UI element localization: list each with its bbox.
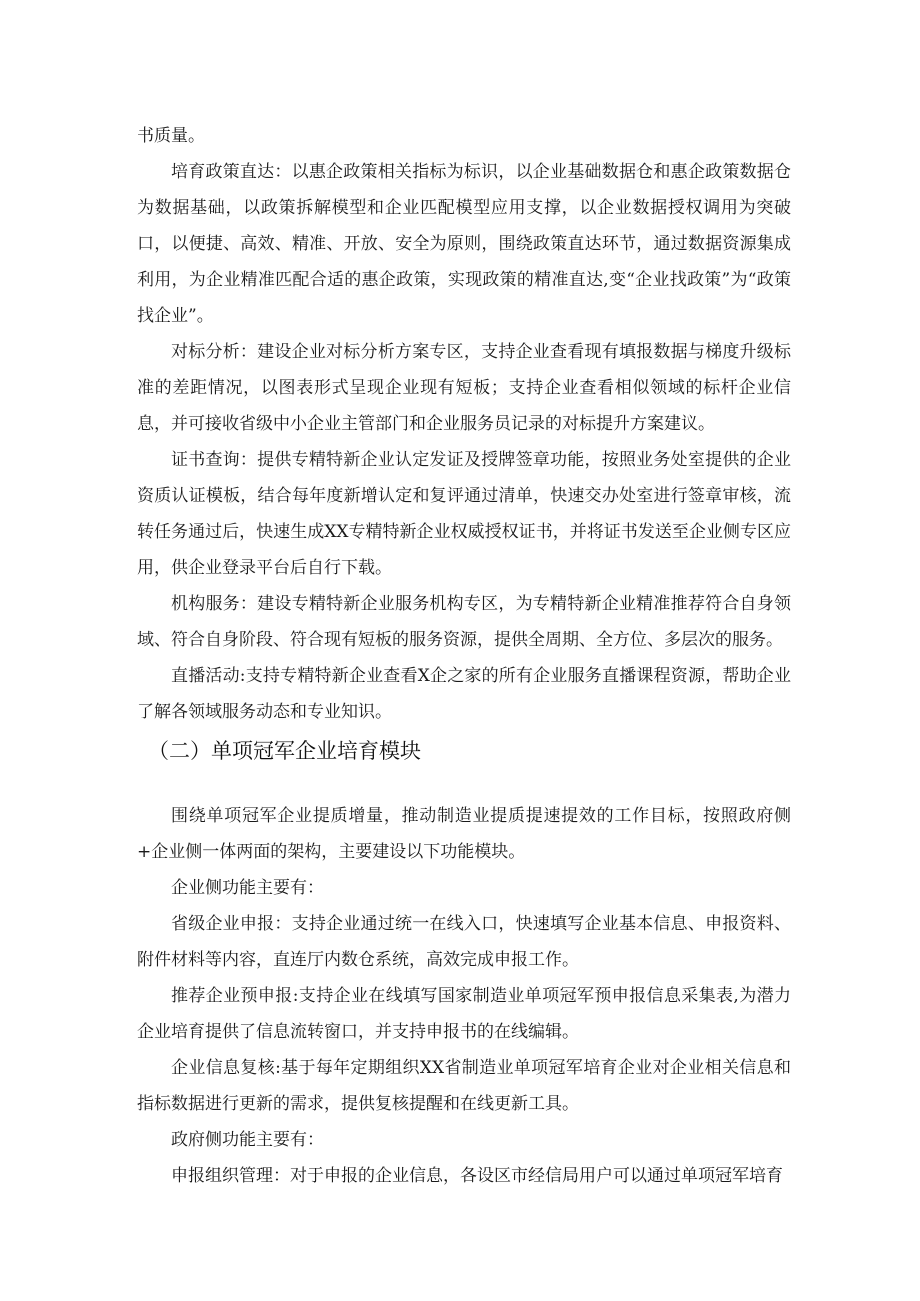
paragraph-pre-declaration: 推荐企业预申报:支持企业在线填写国家制造业单项冠军预申报信息采集表,为潜力企业培育提供了信息流转窗口，并支持申报书的在线编辑。 [137,986,791,1042]
paragraph-government-side-title: 政府侧功能主要有： [171,1130,324,1150]
paragraph-continuation: 书质量。 [137,126,205,146]
paragraph-provincial-declaration: 省级企业申报：支持企业通过统一在线入口，快速填写企业基本信息、申报资料、附件材料等内容，直连厅内数仓系统，高效完成申报工作。 [137,914,791,970]
paragraph-policy-direct: 培育政策直达：以惠企政策相关指标为标识，以企业基础数据仓和惠企政策数据仓为数据基础，以政策拆解模型和企业匹配模型应用支撑，以企业数据授权调用为突破口，以便捷、高效、精准、开放、安全为原则，围绕政策直达环节，通过数据资源集成利用，为企业精准匹配合适的惠企政策，实现政策的精准直达,变“企业找政策”为“政策找企业”。 [137,162,791,326]
paragraph-agency-service: 机构服务：建设专精特新企业服务机构专区，为专精特新企业精准推荐符合自身领域、符合自身阶段、符合现有短板的服务资源，提供全周期、全方位、多层次的服务。 [137,594,791,650]
paragraph-enterprise-side-title: 企业侧功能主要有： [171,878,324,898]
paragraph-champion-intro: 围绕单项冠军企业提质增量，推动制造业提质提速提效的工作目标，按照政府侧+企业侧一体两面的架构，主要建设以下功能模块。 [137,806,791,862]
section-heading: （二）单项冠军企业培育模块 [148,739,421,763]
paragraph-live-activity: 直播活动:支持专精特新企业查看X企之家的所有企业服务直播课程资源，帮助企业了解各领域服务动态和专业知识。 [137,666,791,722]
paragraph-benchmark-analysis: 对标分析：建设企业对标分析方案专区，支持企业查看现有填报数据与梯度升级标准的差距情况，以图表形式呈现企业现有短板；支持企业查看相似领域的标杆企业信息，并可接收省级中小企业主管部门和企业服务员记录的对标提升方案建议。 [137,342,791,434]
paragraph-declaration-management: 申报组织管理：对于申报的企业信息，各设区市经信局用户可以通过单项冠军培育 [171,1166,783,1186]
paragraph-certificate-query: 证书查询：提供专精特新企业认定发证及授牌签章功能，按照业务处室提供的企业资质认证模板，结合每年度新增认定和复评通过清单，快速交办处室进行签章审核，流转任务通过后，快速生成XX专精特新企业权威授权证书，并将证书发送至企业侧专区应用，供企业登录平台后自行下载。 [137,450,791,578]
paragraph-info-review: 企业信息复核:基于每年定期组织XX省制造业单项冠军培育企业对企业相关信息和指标数据进行更新的需求，提供复核提醒和在线更新工具。 [137,1058,791,1114]
